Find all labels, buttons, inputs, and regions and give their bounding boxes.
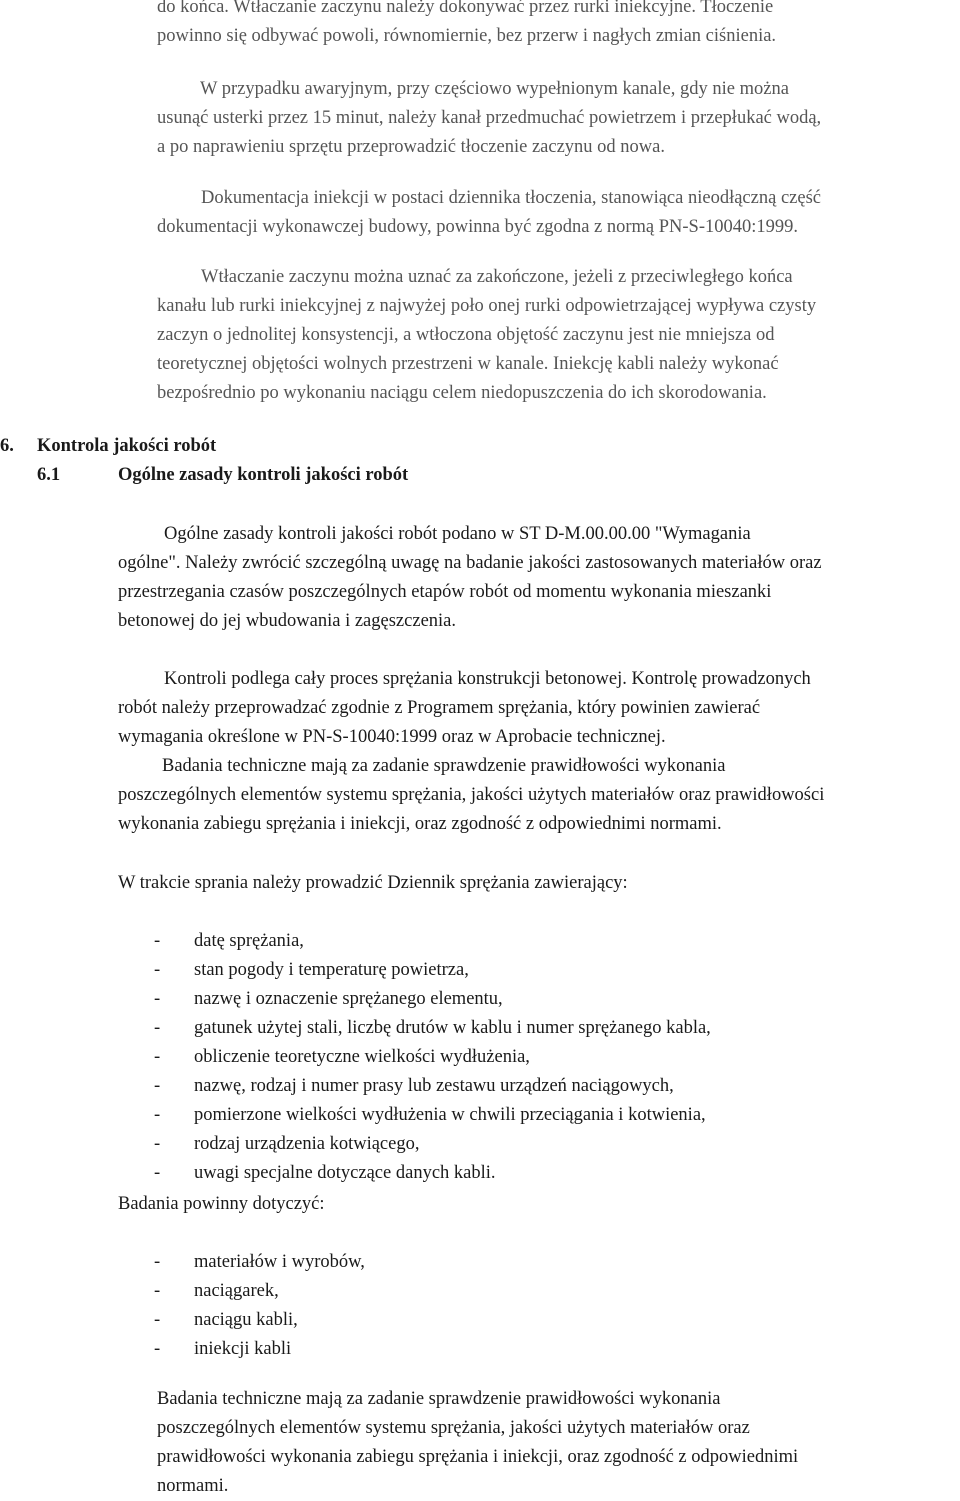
heading-number: 6. — [0, 436, 14, 456]
text-line: wykonania zabiegu sprężania i iniekcji, oraz zgodność z odpowiednimi normami. — [118, 814, 722, 834]
text-line: powinno się odbywać powoli, równomiernie, bez przerw i nagłych zmian ciśnienia. — [157, 26, 777, 46]
list-dash: - — [154, 989, 161, 1009]
text-line: Badania techniczne mają za zadanie sprawdzenie prawidłowości wykonania — [162, 756, 726, 776]
paragraph-technical-tests — [118, 752, 824, 839]
text-line: kanału lub rurki iniekcyjnej z najwyżej poło onej rurki odpowietrzającej wypływa czysty — [157, 296, 817, 316]
text-line: wymagania określone w PN-S-10040:1999 oraz w Aprobacie technicznej. — [118, 727, 666, 747]
tests-scope-list — [154, 1248, 654, 1365]
heading-text: Kontrola jakości robót — [37, 436, 217, 456]
list-dash: - — [154, 960, 161, 980]
text-line: prawidłowości wykonania zabiegu sprężania i iniekcji, oraz zgodność z odpowiednimi — [157, 1447, 799, 1467]
heading-text: Ogólne zasady kontroli jakości robót — [118, 465, 409, 485]
list-dash: - — [154, 1076, 161, 1096]
text-line: W trakcie sprania należy prowadzić Dziennik sprężania zawierający: — [118, 873, 628, 893]
list-dash: - — [154, 1281, 161, 1301]
list-item-text: rodzaj urządzenia kotwiącego, — [194, 1134, 420, 1154]
list-item-text: iniekcji kabli — [194, 1339, 292, 1359]
text-line: poszczególnych elementów systemu sprężania, jakości użytych materiałów oraz prawidłowości — [118, 785, 825, 805]
text-line: poszczególnych elementów systemu sprężania, jakości użytych materiałów oraz — [157, 1418, 750, 1438]
text-line: bezpośrednio po wykonaniu naciągu celem niedopuszczenia do ich skorodowania. — [157, 383, 767, 403]
list-item-text: naciągarek, — [194, 1281, 279, 1301]
text-line: robót należy przeprowadzać zgodnie z Programem sprężania, który powinien zawierać — [118, 698, 761, 718]
list-dash: - — [154, 931, 161, 951]
list-item-text: datę sprężania, — [194, 931, 304, 951]
text-line: dokumentacji wykonawczej budowy, powinna być zgodna z normą PN-S-10040:1999. — [157, 217, 799, 237]
list-dash: - — [154, 1105, 161, 1125]
list-item-text: obliczenie teoretyczne wielkości wydłużenia, — [194, 1047, 530, 1067]
paragraph-documentation — [157, 184, 821, 242]
paragraph-tests-scope — [118, 1190, 325, 1219]
text-line: a po naprawieniu sprzętu przeprowadzić tłoczenie zaczynu od nowa. — [157, 137, 666, 157]
paragraph-technical-tests-repeat — [157, 1385, 798, 1501]
list-item-text: gatunek użytej stali, liczbę drutów w kablu i numer sprężanego kabla, — [194, 1018, 711, 1038]
text-line: Badania techniczne mają za zadanie sprawdzenie prawidłowości wykonania — [157, 1389, 721, 1409]
heading-number: 6.1 — [37, 465, 61, 485]
list-dash: - — [154, 1163, 161, 1183]
paragraph-emergency — [157, 75, 821, 162]
text-line: przestrzegania czasów poszczególnych etapów robót od momentu wykonania mieszanki — [118, 582, 772, 602]
text-line: normami. — [157, 1476, 229, 1496]
list-dash: - — [154, 1252, 161, 1272]
list-dash: - — [154, 1018, 161, 1038]
text-line: Kontroli podlega cały proces sprężania konstrukcji betonowej. Kontrolę prowadzonych — [164, 669, 811, 689]
paragraph-general-rules — [118, 520, 822, 636]
text-line: W przypadku awaryjnym, przy częściowo wypełnionym kanale, gdy nie można — [200, 79, 789, 99]
text-line: do końca. Wtłaczanie zaczynu należy dokonywać przez rurki iniekcyjne. Tłoczenie — [157, 0, 774, 17]
list-item-text: stan pogody i temperaturę powietrza, — [194, 960, 469, 980]
list-item-text: naciągu kabli, — [194, 1310, 298, 1330]
text-line: ogólne". Należy zwrócić szczególną uwagę na badanie jakości zastosowanych materiałów oraz — [118, 553, 822, 573]
list-item-text: uwagi specjalne dotyczące danych kabli. — [194, 1163, 496, 1183]
text-line: teoretycznej objętości wolnych przestrzeni w kanale. Iniekcję kabli należy wykonać — [157, 354, 779, 374]
paragraph-journal-intro — [118, 869, 628, 898]
list-dash: - — [154, 1134, 161, 1154]
paragraph-injection-end — [157, 0, 776, 51]
text-line: usunąć usterki przez 15 minut, należy kanał przedmuchać powietrzem i przepłukać wodą, — [157, 108, 822, 128]
text-line: Wtłaczanie zaczynu można uznać za zakończone, jeżeli z przeciwległego końca — [201, 267, 793, 287]
list-item-text: nazwę, rodzaj i numer prasy lub zestawu urządzeń naciągowych, — [194, 1076, 674, 1096]
list-dash: - — [154, 1339, 161, 1359]
paragraph-completion — [157, 263, 816, 408]
list-item-text: pomierzone wielkości wydłużenia w chwili przeciągania i kotwienia, — [194, 1105, 706, 1125]
text-line: zaczyn o jednolitej konsystencji, a wtłoczona objętość zaczynu jest nie mniejsza od — [157, 325, 775, 345]
list-item-text: materiałów i wyrobów, — [194, 1252, 365, 1272]
list-item-text: nazwę i oznaczenie sprężanego elementu, — [194, 989, 503, 1009]
list-dash: - — [154, 1047, 161, 1067]
text-line: Dokumentacja iniekcji w postaci dziennika tłoczenia, stanowiąca nieodłączną część — [201, 188, 821, 208]
text-line: Badania powinny dotyczyć: — [118, 1194, 325, 1214]
text-line: betonowej do jej wbudowania i zagęszczenia. — [118, 611, 457, 631]
list-dash: - — [154, 1310, 161, 1330]
paragraph-control-process — [118, 665, 811, 752]
text-line: Ogólne zasady kontroli jakości robót podano w ST D-M.00.00.00 "Wymagania — [164, 524, 751, 544]
journal-contents-list — [154, 927, 854, 1189]
